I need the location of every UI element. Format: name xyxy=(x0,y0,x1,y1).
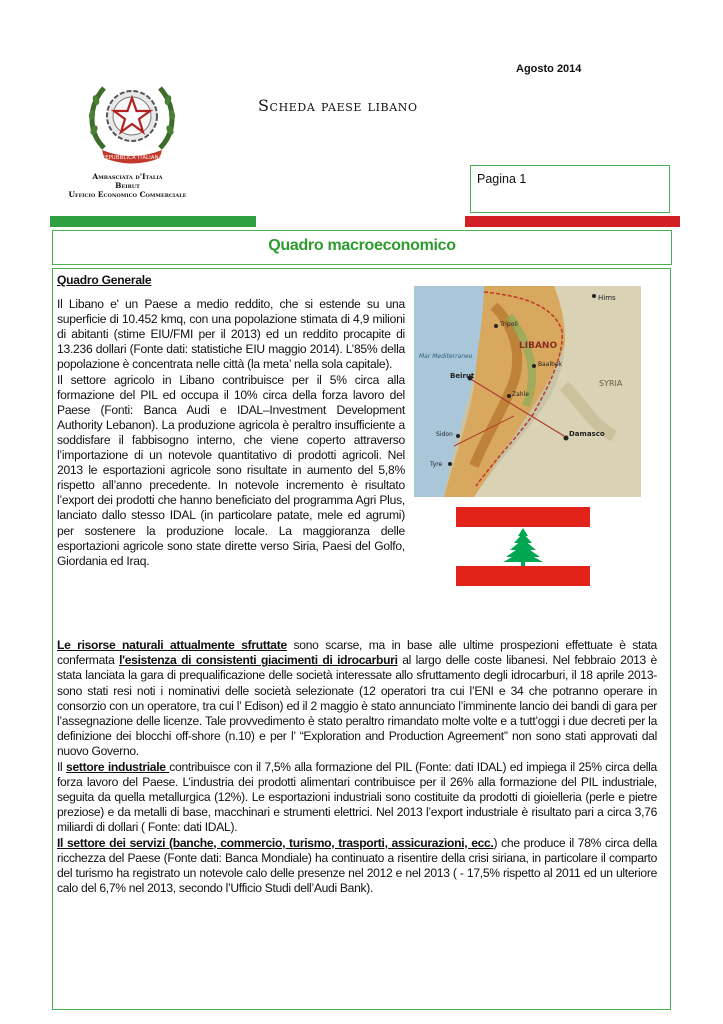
page-number: Pagina 1 xyxy=(477,172,527,186)
map-label-damascus: Damasco xyxy=(569,430,605,438)
embassy-office: Ufficio Economico Commerciale xyxy=(68,190,187,199)
industry-heading: settore industriale xyxy=(66,759,170,774)
natural-resources-heading: Le risorse naturali attualmente sfruttate xyxy=(57,638,287,652)
paragraph-natural-resources xyxy=(57,638,657,760)
document-date: Agosto 2014 xyxy=(516,63,582,75)
paragraph-agriculture: Il settore agricolo in Libano contribuisce per il 5% circa alla formazione del PIL ed occupa il 10% circa della forza lavoro del Paese (Fonti: Banca Audi e IDAL–Investment Development Authority Lebanon). La produzione agricola è peraltro insufficiente a soddisfare il fabbisogno interno, che viene coperto attraverso l’importazione di un notevole quantitativo di prodotti agricoli. Nel 2013 le esportazioni agricole sono risultate in aumento del 5,8% rispetto all’anno precedente. In notevole incremento è risultato l’export dei prodotti che hanno beneficiato del programma Agri Plus, lanciato dallo stesso IDAL (in particolare patate, mele ed agrumi) per sostenere la produzione locale. La maggioranza delle esportazioni agricole sono state dirette verso Siria, Paesi del Golfo, Giordania ed Iraq. xyxy=(57,372,405,568)
map-label-tripoli: Tripoli xyxy=(500,321,518,328)
map-label-sidon: Sidon xyxy=(436,431,453,438)
section-title: Quadro macroeconomico xyxy=(268,237,456,254)
map-label-lebanon: LIBANO xyxy=(519,341,558,351)
text-span: al largo delle coste libanesi. Nel febbraio 2013 è stata lanciata la gara di prequalificazione delle società interessate allo sfruttamento degli idrocarburi, il 18 aprile 2013-sono stati resi noti i nominativi delle società selezionate (12 operatori tra cui l’ENI e 34 che potranno operare in consorzio con un operatore, tra cui l’ Edison) ed il 2 maggio è stato annunciato l’imminente lancio dei bandi di gara per l’assegnazione delle licenze. Tale provvedimento è stato peraltro rimandato molte volte e a tutt’oggi i due decreti per la definizione dei blocchi off-shore (n.10) e per l’ “Exploration and Production Agreement” non sono stati approvati dal nuovo Governo. xyxy=(57,653,657,759)
subsection-title: Quadro Generale xyxy=(57,273,152,287)
section-title-box xyxy=(52,230,672,265)
map-label-hims: Hims xyxy=(598,294,616,302)
document-title: Scheda paese libano xyxy=(258,96,418,115)
map-label-beirut: Beirut xyxy=(450,372,475,380)
map-label-baalbek: Baalbek xyxy=(538,361,563,368)
left-column-text xyxy=(57,273,405,569)
embassy-city: Beirut xyxy=(115,181,140,190)
lebanon-flag-icon xyxy=(456,507,590,586)
map-label-tyre: Tyre xyxy=(430,461,443,468)
text-span: contribuisce con il 7,5% alla formazione del PIL (Fonte: dati IDAL) ed impiega il 25% circa della forza lavoro del Paese. L’industria dei prodotti alimentari contribuisce per il 26% alla formazione del PIL industriale, seguita da quella metallurgica (12%). Le esportazioni industriali sono costituite da prodotti di gioielleria (perle e pietre preziose) e da metalli di base, macchinari e strumenti elettrici. Nel 2013 l’export industriale è risultato pari a circa 3,76 miliardi di dollari ( Fonte: dati IDAL). xyxy=(57,759,657,835)
map-label-syria: SYRIA xyxy=(599,379,623,388)
text-span: ) che produce il 78% circa della ricchezza del Paese (Fonte dati: Banca Mondiale) ha continuato a risentire della crisi siriana, in particolare il comparto del turismo ha registrato un notevole calo delle presenze nel 2012 e nel 2013 ( - 17,5% rispetto al 2011 ed un ulteriore calo del 6,7% nel 2013, secondo l’Ufficio Studi dell’Audi Bank). xyxy=(57,835,657,896)
emblem-ribbon-text: REPUBBLICA ITALIANA xyxy=(101,155,163,161)
map-label-zahle: Zahle xyxy=(512,391,529,398)
embassy-block xyxy=(45,172,210,199)
page-number-box xyxy=(470,165,670,213)
text-span: Il xyxy=(57,759,67,774)
lebanon-map-image xyxy=(414,286,641,497)
embassy-name: Ambasciata d'Italia xyxy=(92,172,163,181)
services-heading: Il settore dei servizi (banche, commercio, turismo, trasporti, assicurazioni, ecc. xyxy=(57,835,494,850)
hydrocarbons-highlight: l'esistenza di consistenti giacimenti di idrocarburi xyxy=(119,653,398,668)
green-divider-bar xyxy=(50,216,256,227)
red-divider-bar xyxy=(465,216,680,227)
paragraph-overview: Il Libano e' un Paese a medio reddito, che si estende su una superficie di 10.452 kmq, con una popolazione stimata di 4,9 milioni di abitanti (stime EIU/FMI per il 2013) ed un reddito procapite di 13.236 dollari (Fonte dati: statistiche EIU maggio 2014). L’85% della popolazione è concentrata nelle città (la meta’ nella sola capitale). xyxy=(57,297,405,372)
full-width-text xyxy=(57,638,657,896)
map-label-sea: Mar Mediterraneo xyxy=(419,353,473,360)
paragraph-services xyxy=(57,836,657,897)
text-span: sono scarse, ma in base alle ultime prospezioni effettuate è stata confermata xyxy=(57,638,657,668)
paragraph-industry xyxy=(57,760,657,836)
